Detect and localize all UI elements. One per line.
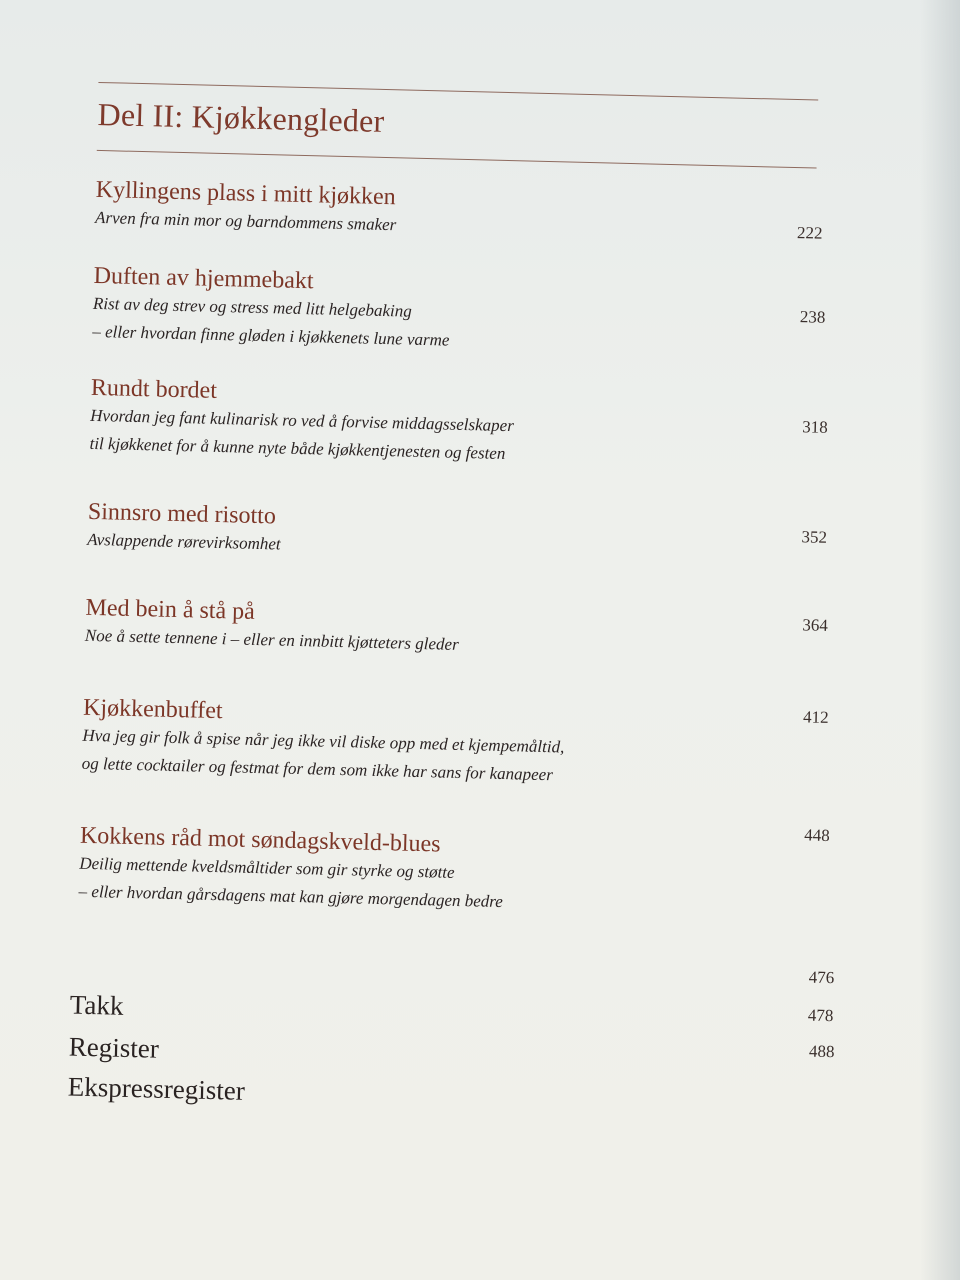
chapter-title: Kokkens råd mot søndagskveld-blues: [79, 822, 441, 858]
chapter-subtitle: til kjøkkenet for å kunne nyte både kjøkkentjenesten og festen: [89, 433, 506, 464]
toc-entry: [87, 498, 808, 572]
chapter-subtitle: Hva jeg gir folk å spise når jeg ikke vil diske opp med et kjempemåltid,: [82, 725, 565, 757]
toc-entry: [89, 374, 811, 476]
chapter-page-number: 364: [802, 615, 829, 635]
back-matter-title: Takk: [69, 989, 124, 1021]
toc-entry: [78, 822, 800, 924]
chapter-subtitle: Deilig mettende kveldsmåltider som gir styrke og støtte: [79, 853, 455, 882]
chapter-page-number: 412: [802, 707, 829, 727]
chapter-subtitle: Arven fra min mor og barndommens smaker: [94, 207, 397, 235]
chapter-page-number: 238: [799, 307, 826, 327]
chapter-title: Sinnsro med risotto: [87, 498, 277, 530]
chapter-title: Duften av hjemmebakt: [93, 262, 314, 295]
back-matter-title: Register: [68, 1031, 160, 1064]
chapter-page-number: 318: [801, 417, 828, 437]
chapter-title: Rundt bordet: [90, 374, 218, 404]
back-matter-title: Ekspressregister: [67, 1071, 246, 1106]
chapter-page-number: 352: [801, 527, 828, 547]
toc-entry: [81, 694, 803, 796]
chapter-subtitle: Hvordan jeg fant kulinarisk ro ved å forvise middagsselskaper: [90, 405, 515, 436]
chapter-title: Kjøkkenbuffet: [82, 694, 223, 725]
back-matter-page-number: 478: [807, 1005, 834, 1026]
page-edge-shadow: [920, 0, 960, 1280]
back-matter-page-number: 488: [808, 1041, 835, 1062]
chapter-subtitle: – eller hvordan finne gløden i kjøkkenets lune varme: [92, 321, 450, 350]
chapter-subtitle: og lette cocktailer og festmat for dem som ikke har sans for kanapeer: [81, 753, 554, 785]
chapter-subtitle: Rist av deg strev og stress med litt helgebaking: [92, 293, 413, 321]
toc-entry: [92, 262, 814, 364]
chapter-subtitle: – eller hvordan gårsdagens mat kan gjøre morgendagen bedre: [78, 881, 504, 912]
part-title: Del II: Kjøkkengleder: [97, 95, 385, 139]
toc-entry: [95, 176, 816, 250]
chapter-subtitle: Avslappende rørevirksomhet: [87, 529, 281, 554]
toc-entry: [85, 594, 806, 668]
back-matter-page-number: 476: [808, 967, 835, 988]
chapter-page-number: 222: [796, 223, 823, 243]
chapter-page-number: 448: [804, 825, 830, 846]
bottom-rule: [97, 150, 817, 169]
chapter-title: Kyllingens plass i mitt kjøkken: [95, 176, 397, 211]
chapter-title: Med bein å stå på: [85, 594, 256, 625]
chapter-subtitle: Noe å sette tennene i – eller en innbitt kjøtteters gleder: [84, 625, 459, 654]
